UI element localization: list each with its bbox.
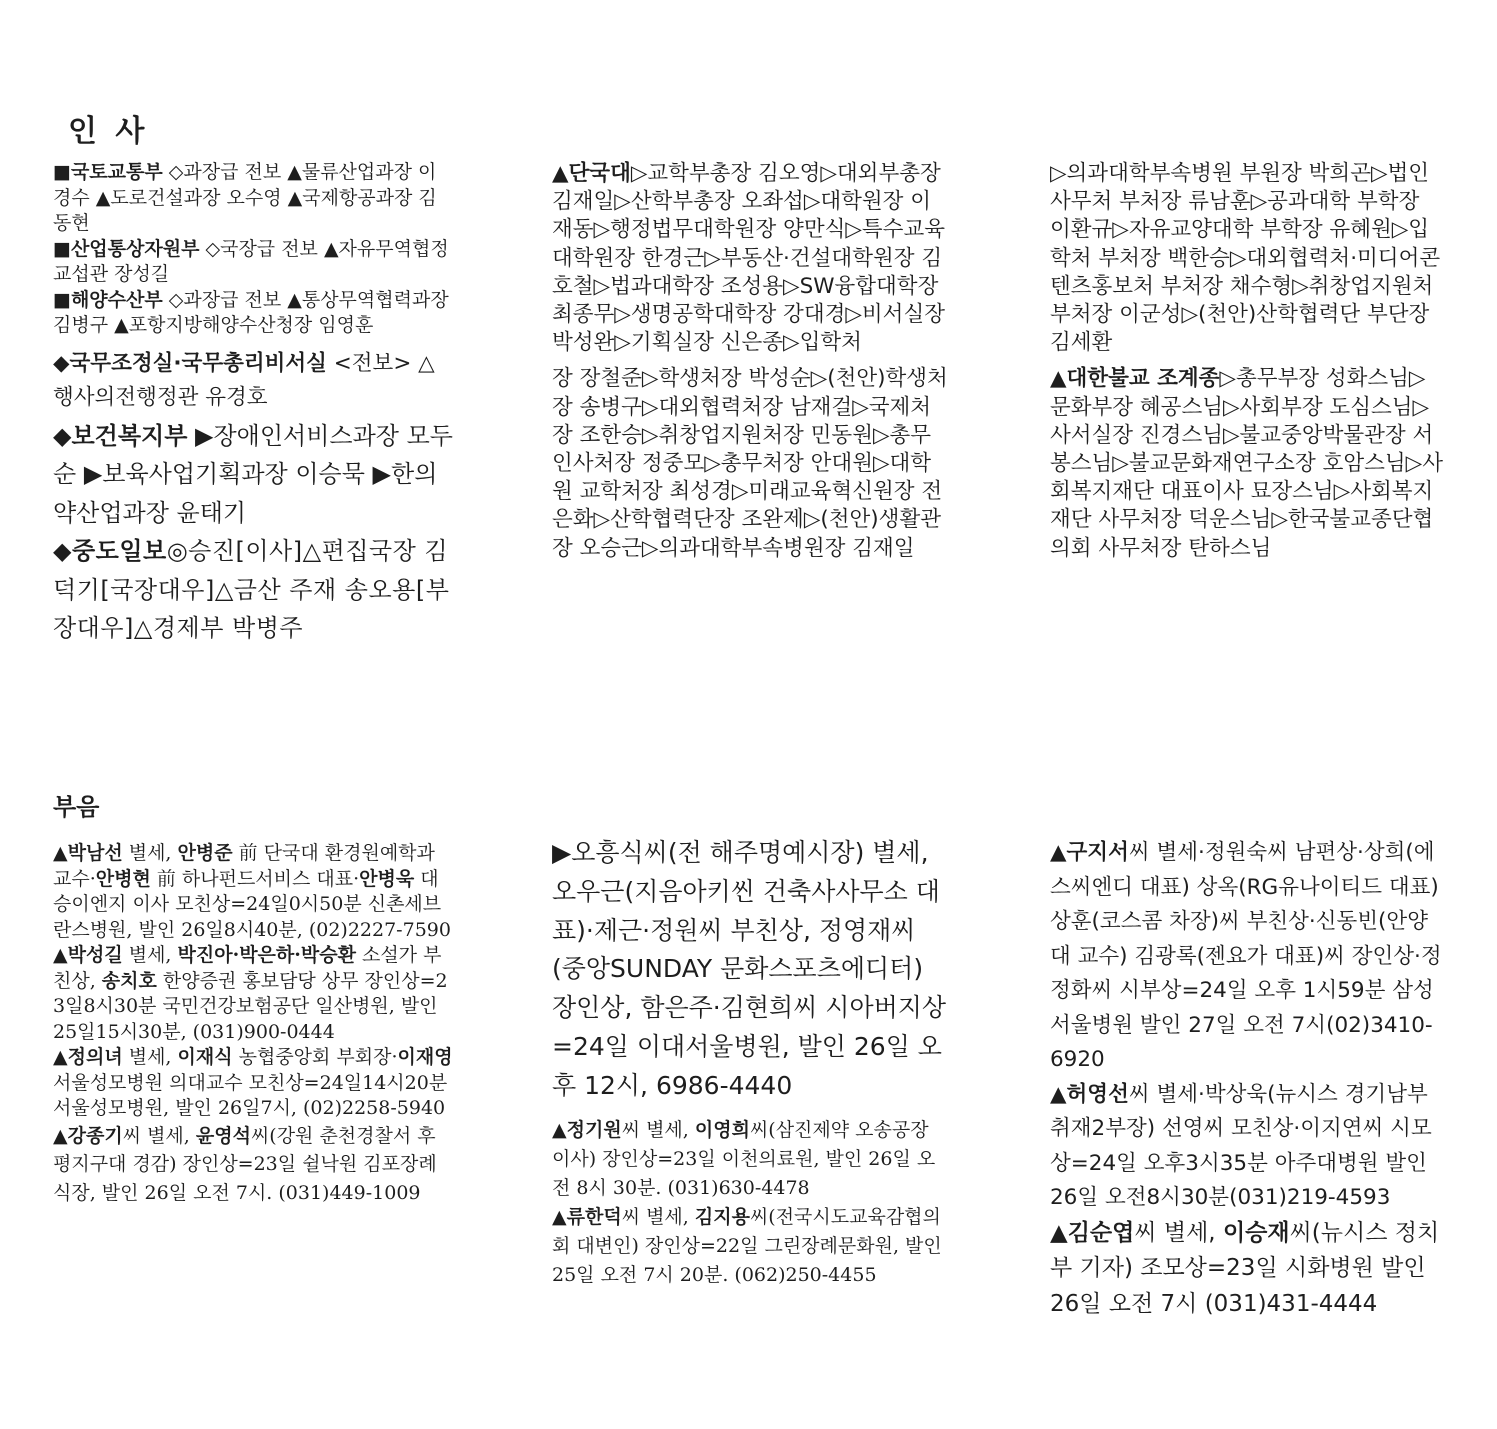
obituary-text: 씨 별세, — [122, 1124, 196, 1147]
insa-item-motie — [53, 237, 453, 288]
appointment-text: ▷교학부총장 김오영▷대외부총장 김재일▷산학부총장 오좌섭▷대학원장 이재동▷행정법무대학원장 양만식▷특수교육대학원장 한경근▷부동산·건설대학원장 김호철▷법과대학장 조성용▷SW융합대학장 최종무▷생명공학대학장 강대경▷비서실장 박성완▷기획실장 신은종▷입학처 — [552, 161, 945, 356]
bereaved-name: 이재식 — [177, 1046, 233, 1068]
obituary-text: 씨(강원 춘천경찰서 후평지구대 경감) 장인상=23일 쉴낙원 김포장례식장, 발인 26일 오전 7시. (031)449-1009 — [53, 1124, 437, 1204]
obituary-text: 씨(뉴시스 정치부 기자) 조모상=23일 시화병원 발인 26일 오전 7시 (031)431-4444 — [1050, 1219, 1440, 1317]
obituary-text: 씨(삼진제약 오송공장 이사) 장인상=23일 이천의료원, 발인 26일 오전 8시 30분. (031)630-4478 — [552, 1118, 936, 1199]
obituary-text: 前 단국대 환경원예학과 교수· — [53, 842, 435, 890]
obituary-item — [552, 1203, 948, 1290]
bueum-column-3 — [1050, 836, 1446, 1322]
obituary-text: 농협중앙회 부회장· — [232, 1046, 398, 1068]
appointment-text: ◇과장급 전보 ▲통상무역협력과장 김병구 ▲포항지방해양수산청장 임영훈 — [53, 288, 449, 336]
org-name: ■산업통상자원부 — [53, 237, 200, 260]
appointment-text: ◇과장급 전보 ▲물류산업과장 이경수 ▲도로건설과장 오수영 ▲국제항공과장 김동현 — [53, 161, 437, 234]
insa-item-mohw — [53, 417, 453, 533]
insa-item-molit — [53, 160, 453, 237]
obituary-text: 한양증권 홍보담당 상무 장인상=23일8시30분 국민건강보험공단 일산병원, 발인 25일15시30분, (031)900-0444 — [53, 969, 448, 1043]
insa-item-dankook — [552, 160, 948, 357]
section-title-bueum: 부음 — [53, 793, 100, 821]
deceased-name: ▲구지서 — [1050, 840, 1129, 865]
insa-item-jogye — [1050, 365, 1446, 562]
insa-item-dankook-cont: 장 장철준▷학생처장 박성순▷(천안)학생처장 송병구▷대외협력처장 남재걸▷국제처장 조한승▷취창업지원처장 민동원▷총무인사처장 정중모▷총무처장 안대원▷대학원 교학처장 최성경▷미래교육혁신원장 전은화▷산학협력단장 조완제▷(천안)생활관장 오승근▷의과대학부속병원장 김재일 — [552, 366, 948, 561]
deceased-name: ▲허영선 — [1050, 1081, 1129, 1107]
bereaved-name: 이영희 — [694, 1118, 750, 1141]
insa-column-2 — [552, 160, 948, 563]
insa-column-3 — [1050, 160, 1446, 563]
insa-item-mof — [53, 288, 453, 339]
deceased-name: ▲류한덕 — [552, 1205, 622, 1228]
obituary-text: 씨 별세·정원숙씨 남편상·상희(에스씨엔디 대표) 상옥(RG유나이티드 대표) 상훈(코스콤 차장)씨 부친상·신동빈(안양대 교수) 김광록(젠요가 대표)씨 장인상·정정화씨 시부상=24일 오후 1시59분 삼성서울병원 발인 27일 오전 7시(02)3410-6920 — [1050, 840, 1442, 1072]
obituary-text: 소설가 부친상, — [53, 944, 442, 992]
obituary-text: 前 하나펀드서비스 대표· — [150, 867, 360, 890]
insa-item-joongdo — [53, 532, 453, 648]
bereaved-name: 김지용 — [694, 1205, 750, 1228]
deceased-name: ▲정기원 — [552, 1118, 622, 1141]
deceased-name: ▲박남선 — [53, 842, 123, 864]
deceased-name: ▲김순엽 — [1050, 1219, 1135, 1246]
deceased-name: ▲박성길 — [53, 944, 123, 966]
bereaved-name: 송치호 — [101, 969, 157, 992]
bereaved-name: 안병준 — [177, 842, 233, 864]
bereaved-name: 이재영 — [397, 1046, 453, 1068]
bereaved-name: 윤영석 — [195, 1124, 251, 1147]
appointment-text: <전보> △행사의전행정관 유경호 — [53, 350, 435, 410]
deceased-name: ▲정의녀 — [53, 1046, 123, 1068]
org-name: ◆국무조정실·국무총리비서실 — [53, 350, 327, 376]
obituary-item — [1050, 836, 1446, 1078]
obituary-text: 씨 별세, — [1134, 1219, 1223, 1246]
deceased-name: ▲강종기 — [53, 1124, 123, 1147]
appointment-text: ▷총무부장 성화스님▷문화부장 혜공스님▷사회부장 도심스님▷사서실장 진경스님▷불교중앙박물관장 서봉스님▷불교문화재연구소장 호암스님▷사회복지재단 대표이사 묘장스님▷사회복지재단 사무처장 덕운스님▷한국불교종단협의회 사무처장 탄하스님 — [1050, 366, 1443, 561]
obituary-text: 별세, — [122, 944, 178, 966]
obituary-text: 대승이엔지 이사 모친상=24일0시50분 신촌세브란스병원, 발인 26일8시40분, (02)2227-7590 — [53, 867, 451, 941]
insa-column-1 — [53, 160, 453, 648]
org-name: ▲대한불교 조계종 — [1050, 366, 1220, 392]
bereaved-name: 박진아·박은하·박승환 — [177, 944, 356, 966]
bueum-column-2 — [552, 834, 948, 1290]
appointment-text: ◇국장급 전보 ▲자유무역협정교섭관 장성길 — [53, 237, 449, 285]
obituary-text: 씨 별세·박상욱(뉴시스 경기남부 취재2부장) 선영씨 모친상·이지연씨 시모상=24일 오후3시35분 아주대병원 발인 26일 오전8시30분(031)219-4593 — [1050, 1081, 1432, 1210]
obituary-text: 씨 별세, — [621, 1205, 695, 1228]
org-name: ■해양수산부 — [53, 288, 163, 311]
obituary-item — [1050, 1078, 1446, 1216]
insa-item-dankook-cont2: ▷의과대학부속병원 부원장 박희곤▷법인사무처 부처장 류남훈▷공과대학 부학장 이환규▷자유교양대학 부학장 유혜원▷입학처 부처장 백한승▷대외협력처·미디어콘텐츠홍보처 부처장 채수형▷취창업지원처 부처장 이군성▷(천안)산학협력단 부단장 김세환 — [1050, 161, 1441, 356]
appointment-text: ▶장애인서비스과장 모두순 ▶보육사업기획과장 이승묵 ▶한의약산업과장 윤태기 — [53, 421, 453, 527]
obituary-item — [53, 943, 453, 1045]
section-title-insa: 인 사 — [68, 114, 149, 149]
obituary-text: 씨 별세, — [621, 1118, 695, 1141]
obituary-item — [53, 1122, 453, 1208]
obituary-item — [1050, 1216, 1446, 1323]
obituary-item — [552, 1116, 948, 1203]
org-name: ■국토교통부 — [53, 161, 163, 183]
obituary-text: 씨(전국시도교육감협의회 대변인) 장인상=22일 그린장례문화원, 발인 25일 오전 7시 20분. (062)250-4455 — [552, 1205, 942, 1286]
obituary-item: ▶오흥식씨(전 해주명예시장) 별세, 오우근(지음아키씬 건축사사무소 대표)·제근·정원씨 부친상, 정영재씨(중앙SUNDAY 문화스포츠에디터) 장인상, 함은주·김현희씨 시아버지상=24일 이대서울병원, 발인 26일 오후 12시, 6986-4440 — [552, 838, 947, 1100]
org-name: ◆보건복지부 — [53, 421, 188, 450]
obituary-text: 별세, — [122, 842, 178, 864]
obituary-text: 서울성모병원 의대교수 모친상=24일14시20분 서울성모병원, 발인 26일7시, (02)2258-5940 — [53, 1071, 448, 1119]
obituary-item — [53, 841, 453, 943]
bereaved-name: 안병욱 — [359, 867, 415, 890]
obituary-text: 별세, — [122, 1046, 178, 1068]
org-name: ◆중도일보 — [53, 537, 167, 565]
insa-item-opm — [53, 347, 453, 415]
bereaved-name: 이승재 — [1222, 1219, 1290, 1246]
bereaved-name: 안병현 — [95, 867, 151, 890]
org-name: ▲단국대 — [552, 161, 631, 186]
obituary-item — [53, 1045, 453, 1122]
appointment-text: ◎승진[이사]△편집국장 김덕기[국장대우]△금산 주재 송오용[부장대우]△경제부 박병주 — [53, 537, 450, 642]
bueum-column-1 — [53, 841, 453, 1207]
